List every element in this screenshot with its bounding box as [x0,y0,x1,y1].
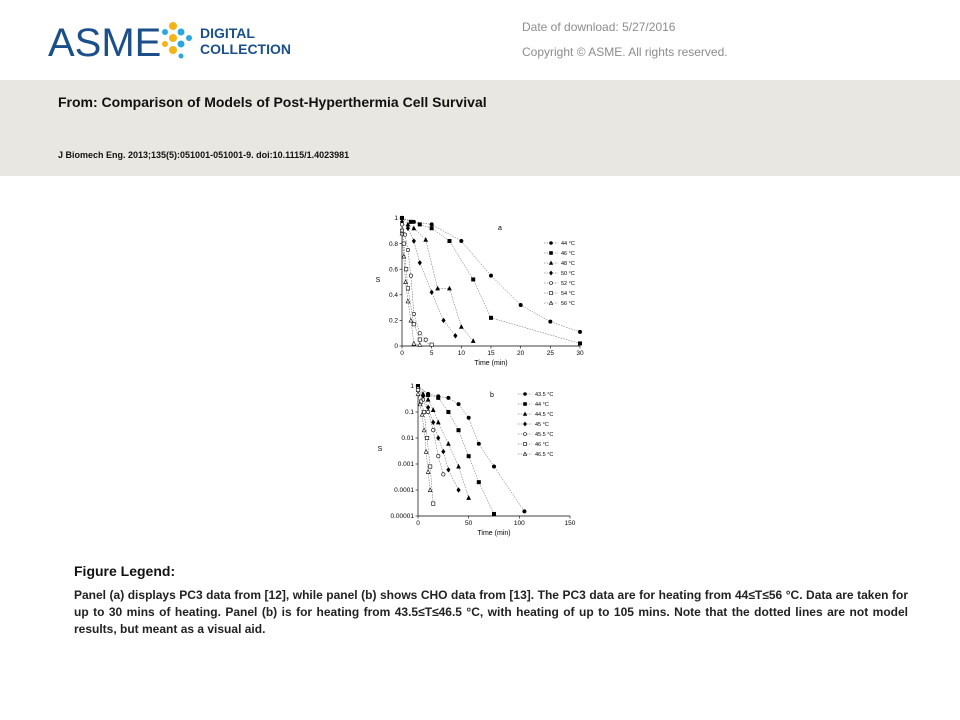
legend-label: 56 °C [561,301,575,307]
legend-label: 46.5 °C [535,452,554,458]
data-point [492,512,495,515]
data-point [428,488,432,492]
data-point [412,226,416,230]
data-point [442,449,445,453]
y-axis-label: S [375,277,381,284]
legend-label: 44.5 °C [535,412,554,418]
data-point [409,274,412,277]
y-tick-label: 0 [394,343,398,351]
legend-label: 54 °C [561,291,575,297]
x-tick-label: 30 [576,350,584,357]
data-point [519,303,522,306]
data-point [418,332,421,335]
legend-entry [544,271,575,277]
legend-marker [549,261,552,264]
figure-legend-text: Panel (a) displays PC3 data from [12], while panel (b) shows CHO data from [13]. The PC3 data are for heating from 44≤T≤56 °C. Data are taken for up to 30 mins of heating. Panel (b) is for heating from 43.5≤T≤46.5 °C, with heating of up to 105 mins. Note that the dotted lines are not model results, but meant as a visual aid. [74,588,908,636]
y-tick-label: 0.4 [388,292,398,299]
x-tick-label: 10 [457,350,465,357]
x-tick-label: 20 [517,350,525,357]
legend-label: 48 °C [561,261,575,267]
data-point [418,261,421,265]
y-tick-label: 0.8 [388,240,398,248]
legend-label: 43.5 °C [535,392,554,398]
data-point [422,428,426,432]
data-point [424,338,427,341]
legend-marker [523,412,526,415]
legend-label: 50 °C [561,271,575,277]
legend-entry [518,442,549,448]
data-point [412,312,415,315]
legend-marker [550,282,553,285]
legend-entry [544,281,575,287]
y-tick-label: 0.2 [388,317,398,325]
data-point [418,338,421,341]
data-point [430,343,433,346]
data-point [457,488,460,492]
y-tick-label: 1 [410,383,414,391]
logo-collection-text: COLLECTION [200,41,291,57]
series-44-c [416,384,495,515]
data-point [477,442,480,445]
series-line [418,386,524,511]
legend-marker [550,292,553,295]
data-point [467,496,471,500]
data-point [426,470,430,474]
data-point [409,318,413,322]
data-point [442,318,445,322]
chart-panel-a [376,215,584,367]
legend-label: 52 °C [561,281,575,287]
legend-marker [524,443,527,446]
data-point [406,299,410,303]
legend-marker [523,452,526,455]
data-point [489,316,492,319]
data-point [578,330,581,333]
logo-asme-text: ASME [48,21,162,65]
data-point [412,323,415,326]
x-tick-label: 50 [465,520,473,527]
y-tick-label: 0.1 [404,409,414,417]
download-label: Date of download: [522,20,619,34]
data-point [457,464,461,468]
data-point [457,402,460,405]
series-50-c [400,220,457,338]
data-point [409,220,412,223]
data-point [448,239,451,242]
data-point [477,480,480,483]
chart-panel-b [378,383,576,537]
legend-label: 44 °C [561,241,575,247]
data-point [437,396,440,399]
logo-dots-icon [162,22,192,59]
legend-label: 46 °C [535,442,549,448]
data-point [406,287,409,290]
data-point [430,290,433,294]
series-54-c [400,229,433,346]
series-48-c [400,216,475,343]
data-point [460,239,463,242]
data-point [426,393,429,396]
data-point [412,239,415,243]
data-point [432,428,435,431]
data-point [425,436,428,439]
x-tick-label: 0 [400,350,404,357]
legend-entry [544,251,575,257]
legend-entry [544,291,575,297]
data-point [471,339,475,343]
data-point [422,410,425,413]
data-point [549,320,552,323]
data-point [578,342,581,345]
data-point [447,442,451,446]
asme-digital-collection-logo[interactable] [48,12,328,68]
data-point [447,410,450,413]
page-header [0,0,960,80]
series-line [418,387,469,498]
data-point [523,510,526,513]
y-tick-label: 1 [394,215,398,223]
series-line [402,218,580,343]
legend-label: 45 °C [535,422,549,428]
article-title[interactable]: From: Comparison of Models of Post-Hyperthermia Cell Survival [58,94,487,110]
x-tick-label: 25 [546,350,554,357]
x-axis-label: Time (min) [474,360,508,367]
data-point [416,392,420,396]
data-point [459,325,463,329]
data-point [432,420,435,424]
panel-label: a [498,225,502,232]
legend-entry [518,402,549,408]
y-tick-label: 0.6 [388,266,398,274]
data-point [418,223,421,226]
data-point [424,450,428,454]
legend-marker [550,242,553,245]
x-tick-label: 0 [416,520,420,527]
data-point [447,396,450,399]
series-46-c [400,216,581,345]
data-point [457,428,460,431]
data-point [430,227,433,230]
data-point [467,454,470,457]
legend-entry [518,422,549,428]
legend-marker [549,301,552,304]
legend-entry [544,301,575,307]
x-tick-label: 100 [513,520,525,527]
y-tick-label: 0.00001 [390,513,414,521]
data-point [437,436,440,440]
copyright-notice: Copyright © ASME. All rights reserved. [522,45,728,59]
y-tick-label: 0.0001 [394,487,414,495]
figure-image [360,206,600,546]
x-tick-label: 15 [487,350,495,357]
data-point [492,465,495,468]
x-tick-label: 5 [429,350,434,357]
legend-entry [518,392,553,398]
legend-entry [518,452,553,458]
data-point [437,454,440,457]
x-tick-label: 150 [564,520,576,527]
legend-marker [550,252,553,255]
figure-legend-heading: Figure Legend: [74,563,176,579]
panel-label: b [490,392,494,399]
data-point [428,465,431,468]
legend-entry [518,432,553,438]
series-44.5-c [416,385,470,499]
legend-entry [518,412,553,418]
data-point [442,473,445,476]
download-date [522,20,675,34]
y-axis-label: S [377,446,383,453]
series-line [402,222,455,336]
data-point [426,410,429,413]
legend-marker [524,393,527,396]
data-point [489,274,492,277]
legend-marker [524,433,527,436]
data-point [404,268,407,271]
data-point [418,343,422,347]
y-tick-label: 0.001 [397,461,414,469]
series-line [418,390,433,504]
data-point [430,223,433,226]
legend-label: 46 °C [561,251,575,257]
legend-label: 44 °C [535,402,549,408]
data-point [431,408,435,412]
data-point [447,468,450,472]
series-line [402,233,420,344]
series-43.5-c [416,384,526,513]
data-point [467,416,470,419]
data-point [472,278,475,281]
legend-entry [544,241,575,247]
series-line [418,386,494,514]
data-point [412,341,416,345]
data-point [436,420,440,424]
legend-marker [550,271,553,275]
data-point [432,502,435,505]
legend-entry [544,261,575,267]
y-tick-label: 0.01 [401,435,414,443]
legend-marker [524,403,527,406]
legend-marker [524,422,527,426]
legend-label: 45.5 °C [535,432,554,438]
x-axis-label: Time (min) [477,530,511,537]
data-point [400,223,403,226]
data-point [406,248,409,251]
data-point [404,280,408,284]
article-citation[interactable]: J Biomech Eng. 2013;135(5):051001-051001-9. doi:10.1115/1.4023981 [58,150,350,160]
download-date-value: 5/27/2016 [622,20,676,34]
logo-digital-text: DIGITAL [200,25,255,41]
